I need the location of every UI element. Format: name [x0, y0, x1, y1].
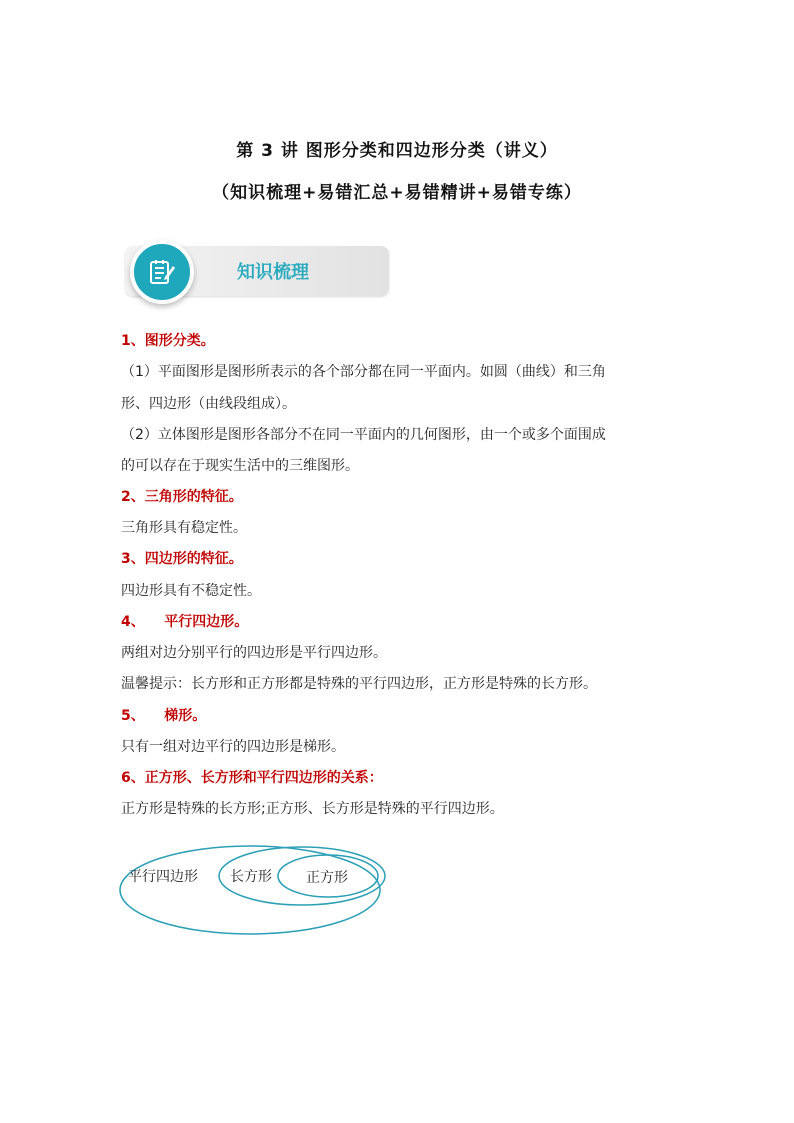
paragraph: 两组对边分别平行的四边形是平行四边形。 [121, 645, 387, 661]
paragraph: 只有一组对边平行的四边形是梯形。 [121, 739, 345, 755]
label-square: 正方形 [306, 870, 348, 886]
heading-relationship: 6、正方形、长方形和平行四边形的关系： [121, 770, 383, 786]
heading-quadrilateral-features: 3、四边形的特征。 [121, 551, 243, 567]
paragraph: （1）平面图形是图形所表示的各个部分都在同一平面内。如圆（曲线）和三角 [121, 364, 606, 380]
outer-ellipse [120, 846, 380, 934]
label-rectangle: 长方形 [230, 869, 272, 885]
paragraph: 正方形是特殊的长方形;正方形、长方形是特殊的平行四边形。 [121, 801, 504, 817]
heading-shape-classification: 1、图形分类。 [121, 333, 215, 349]
section-banner-label: 知识梳理 [237, 262, 309, 283]
paragraph: 的可以存在于现实生活中的三维图形。 [121, 458, 359, 474]
document-title: 第 3 讲 图形分类和四边形分类（讲义） [236, 141, 558, 161]
paragraph: 三角形具有稳定性。 [121, 520, 247, 536]
tip-paragraph: 温馨提示：长方形和正方形都是特殊的平行四边形，正方形是特殊的长方形。 [121, 676, 597, 692]
heading-trapezoid: 5、 梯形。 [121, 708, 207, 724]
document-subtitle: （知识梳理+易错汇总+易错精讲+易错专练） [212, 183, 582, 203]
heading-triangle-features: 2、三角形的特征。 [121, 489, 243, 505]
paragraph: （2）立体图形是图形各部分不在同一平面内的几何图形，由一个或多个面围成 [121, 427, 606, 443]
heading-parallelogram: 4、 平行四边形。 [121, 614, 249, 630]
label-parallelogram: 平行四边形 [128, 869, 198, 885]
paragraph: 四边形具有不稳定性。 [121, 583, 261, 599]
notepad-edit-icon [130, 240, 194, 304]
relationship-diagram [116, 840, 396, 940]
paragraph: 形、四边形（由线段组成）。 [121, 396, 296, 412]
